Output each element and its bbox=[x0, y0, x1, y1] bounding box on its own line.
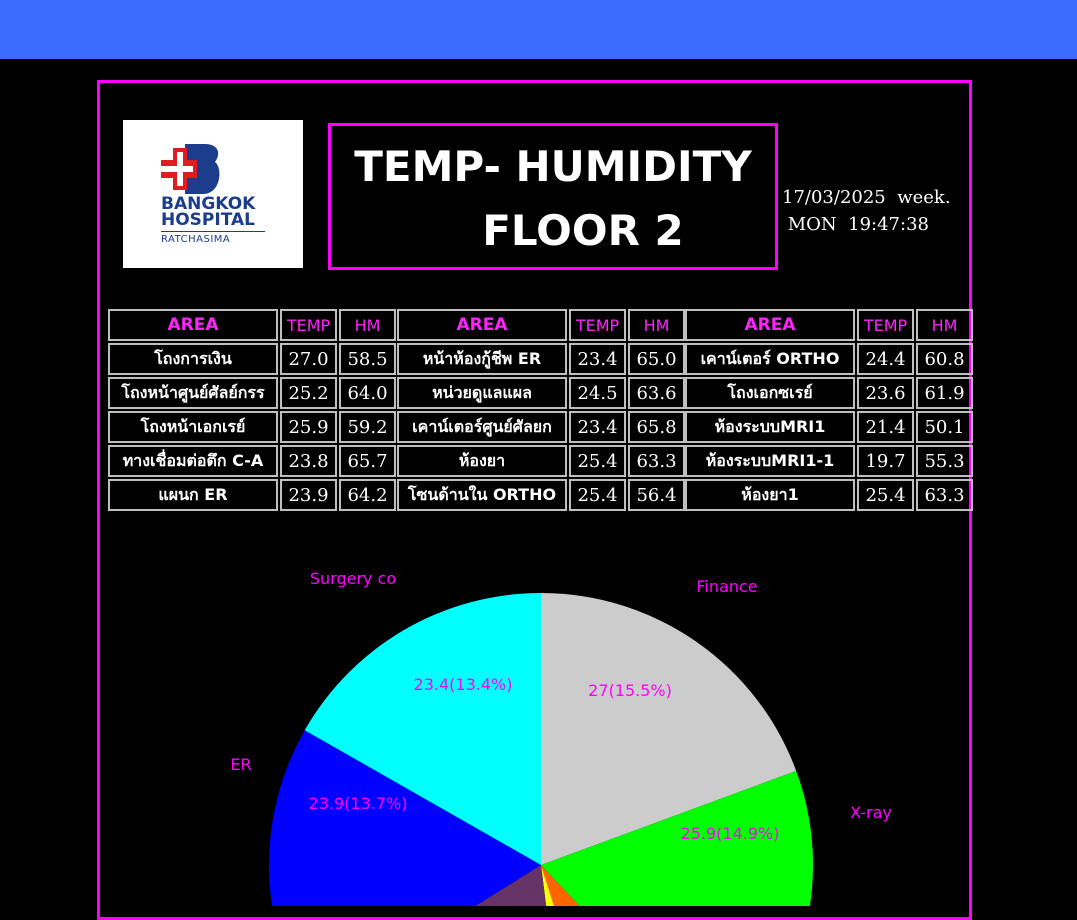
hm-cell: 63.3 bbox=[916, 479, 973, 511]
temp-cell: 23.9 bbox=[280, 479, 337, 511]
hm-cell: 64.0 bbox=[339, 377, 396, 409]
time-text: 19:47:38 bbox=[848, 214, 929, 235]
temp-cell: 25.2 bbox=[280, 377, 337, 409]
slice-name-label: ER bbox=[230, 755, 252, 774]
temp-cell: 23.6 bbox=[857, 377, 914, 409]
temp-cell: 19.7 bbox=[857, 445, 914, 477]
area-cell: โซนด้านใน ORTHO bbox=[397, 479, 567, 511]
header-area: AREA bbox=[397, 309, 567, 341]
area-cell: โถงหน้าศูนย์ศัลย์กรร bbox=[108, 377, 278, 409]
temp-cell: 25.9 bbox=[280, 411, 337, 443]
hm-cell: 59.2 bbox=[339, 411, 396, 443]
logo-text-hospital: HOSPITAL bbox=[161, 210, 255, 230]
area-cell: เคาน์เตอร์ ORTHO bbox=[685, 343, 855, 375]
area-cell: หน้าห้องกู้ชีพ ER bbox=[397, 343, 567, 375]
temp-cell: 24.4 bbox=[857, 343, 914, 375]
area-cell: หน่วยดูแลแผล bbox=[397, 377, 567, 409]
area-cell: ห้องยา bbox=[397, 445, 567, 477]
temp-cell: 25.4 bbox=[569, 479, 626, 511]
slice-value-label: 23.9(13.7%) bbox=[308, 794, 408, 813]
area-cell: เคาน์เตอร์ศูนย์ศัลยก bbox=[397, 411, 567, 443]
hm-cell: 50.1 bbox=[916, 411, 973, 443]
temp-cell: 27.0 bbox=[280, 343, 337, 375]
slice-name-label: Finance bbox=[696, 577, 758, 596]
page-title: TEMP- HUMIDITY bbox=[354, 142, 752, 191]
hm-cell: 61.9 bbox=[916, 377, 973, 409]
day-text: MON bbox=[787, 214, 837, 235]
slice-name-label: Surgery co bbox=[309, 569, 397, 588]
area-cell: ห้องยา1 bbox=[685, 479, 855, 511]
temp-cell: 21.4 bbox=[857, 411, 914, 443]
area-cell: ทางเชื่อมต่อตึก C-A bbox=[108, 445, 278, 477]
hm-cell: 65.0 bbox=[628, 343, 685, 375]
logo-text-ratchasima: RATCHASIMA bbox=[161, 234, 231, 245]
hm-cell: 63.6 bbox=[628, 377, 685, 409]
temp-cell: 24.5 bbox=[569, 377, 626, 409]
header-area: AREA bbox=[685, 309, 855, 341]
header-temp: TEMP bbox=[280, 309, 337, 341]
slice-value-label: 25.9(14.9%) bbox=[680, 824, 780, 843]
week-text: week. bbox=[897, 187, 951, 208]
temp-cell: 23.4 bbox=[569, 343, 626, 375]
header-hm: HM bbox=[339, 309, 396, 341]
slice-name-label: X-ray bbox=[850, 803, 892, 822]
date-text: 17/03/2025 bbox=[782, 187, 886, 208]
temp-cell: 25.4 bbox=[569, 445, 626, 477]
area-cell: โถงหน้าเอกเรย์ bbox=[108, 411, 278, 443]
hm-cell: 65.7 bbox=[339, 445, 396, 477]
logo-text-bangkok: BANGKOK bbox=[161, 194, 256, 214]
header-hm: HM bbox=[628, 309, 685, 341]
hm-cell: 58.5 bbox=[339, 343, 396, 375]
area-cell: โถงการเงิน bbox=[108, 343, 278, 375]
header-temp: TEMP bbox=[857, 309, 914, 341]
slice-value-label: 23.4(13.4%) bbox=[413, 675, 513, 694]
hm-cell: 56.4 bbox=[628, 479, 685, 511]
page-subtitle: FLOOR 2 bbox=[482, 206, 684, 255]
hm-cell: 63.3 bbox=[628, 445, 685, 477]
area-cell: ห้องระบบMRI1 bbox=[685, 411, 855, 443]
area-cell: ห้องระบบMRI1-1 bbox=[685, 445, 855, 477]
temp-cell: 23.8 bbox=[280, 445, 337, 477]
hm-cell: 65.8 bbox=[628, 411, 685, 443]
area-cell: โถงเอกซเรย์ bbox=[685, 377, 855, 409]
slice-value-label: 27(15.5%) bbox=[588, 681, 672, 700]
hm-cell: 60.8 bbox=[916, 343, 973, 375]
temp-cell: 23.4 bbox=[569, 411, 626, 443]
header-hm: HM bbox=[916, 309, 973, 341]
header-area: AREA bbox=[108, 309, 278, 341]
hm-cell: 55.3 bbox=[916, 445, 973, 477]
hm-cell: 64.2 bbox=[339, 479, 396, 511]
header-temp: TEMP bbox=[569, 309, 626, 341]
temp-cell: 25.4 bbox=[857, 479, 914, 511]
area-cell: แผนก ER bbox=[108, 479, 278, 511]
